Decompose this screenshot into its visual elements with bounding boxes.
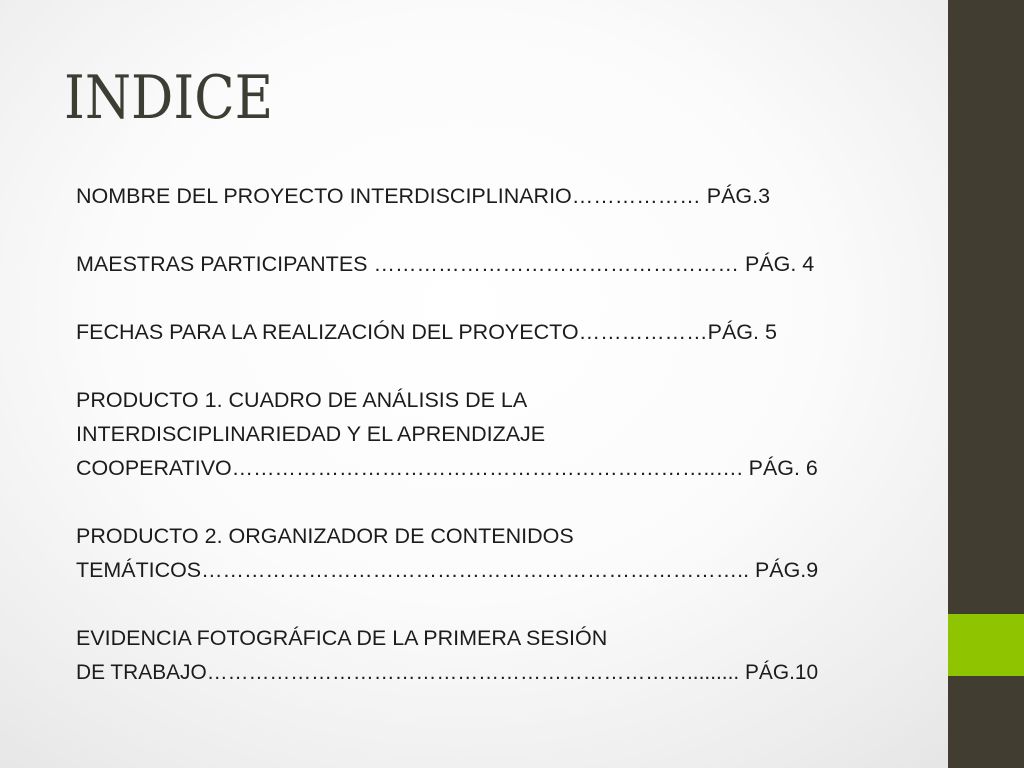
toc-entry <box>76 621 836 689</box>
slide-title: INDICE <box>64 63 274 133</box>
toc-entry <box>76 179 836 213</box>
toc-line: INTERDISCIPLINARIEDAD Y EL APRENDIZAJE <box>76 422 546 446</box>
toc-line: MAESTRAS PARTICIPANTES …………………………………………… PÁG. 4 <box>76 252 815 276</box>
table-of-contents <box>76 179 836 689</box>
side-accent <box>948 614 1024 676</box>
toc-entry <box>76 315 836 349</box>
toc-line: COOPERATIVO…………………………………………………………..…. PÁG. 6 <box>76 456 818 480</box>
toc-entry <box>76 247 836 281</box>
toc-line: DE TRABAJO……………………………………………………………......... PÁG.10 <box>76 660 819 684</box>
toc-line: PRODUCTO 1. CUADRO DE ANÁLISIS DE LA <box>76 388 528 412</box>
toc-line: PRODUCTO 2. ORGANIZADOR DE CONTENIDOS <box>76 524 574 548</box>
toc-line: EVIDENCIA FOTOGRÁFICA DE LA PRIMERA SESIÓN <box>76 626 608 650</box>
toc-entry <box>76 383 836 485</box>
toc-line: TEMÁTICOS………………………………………………………………….. PÁG.9 <box>76 558 819 582</box>
toc-line: NOMBRE DEL PROYECTO INTERDISCIPLINARIO……………… PÁG.3 <box>76 184 771 208</box>
toc-entry <box>76 519 836 587</box>
toc-line: FECHAS PARA LA REALIZACIÓN DEL PROYECTO………………PÁG. 5 <box>76 320 777 344</box>
